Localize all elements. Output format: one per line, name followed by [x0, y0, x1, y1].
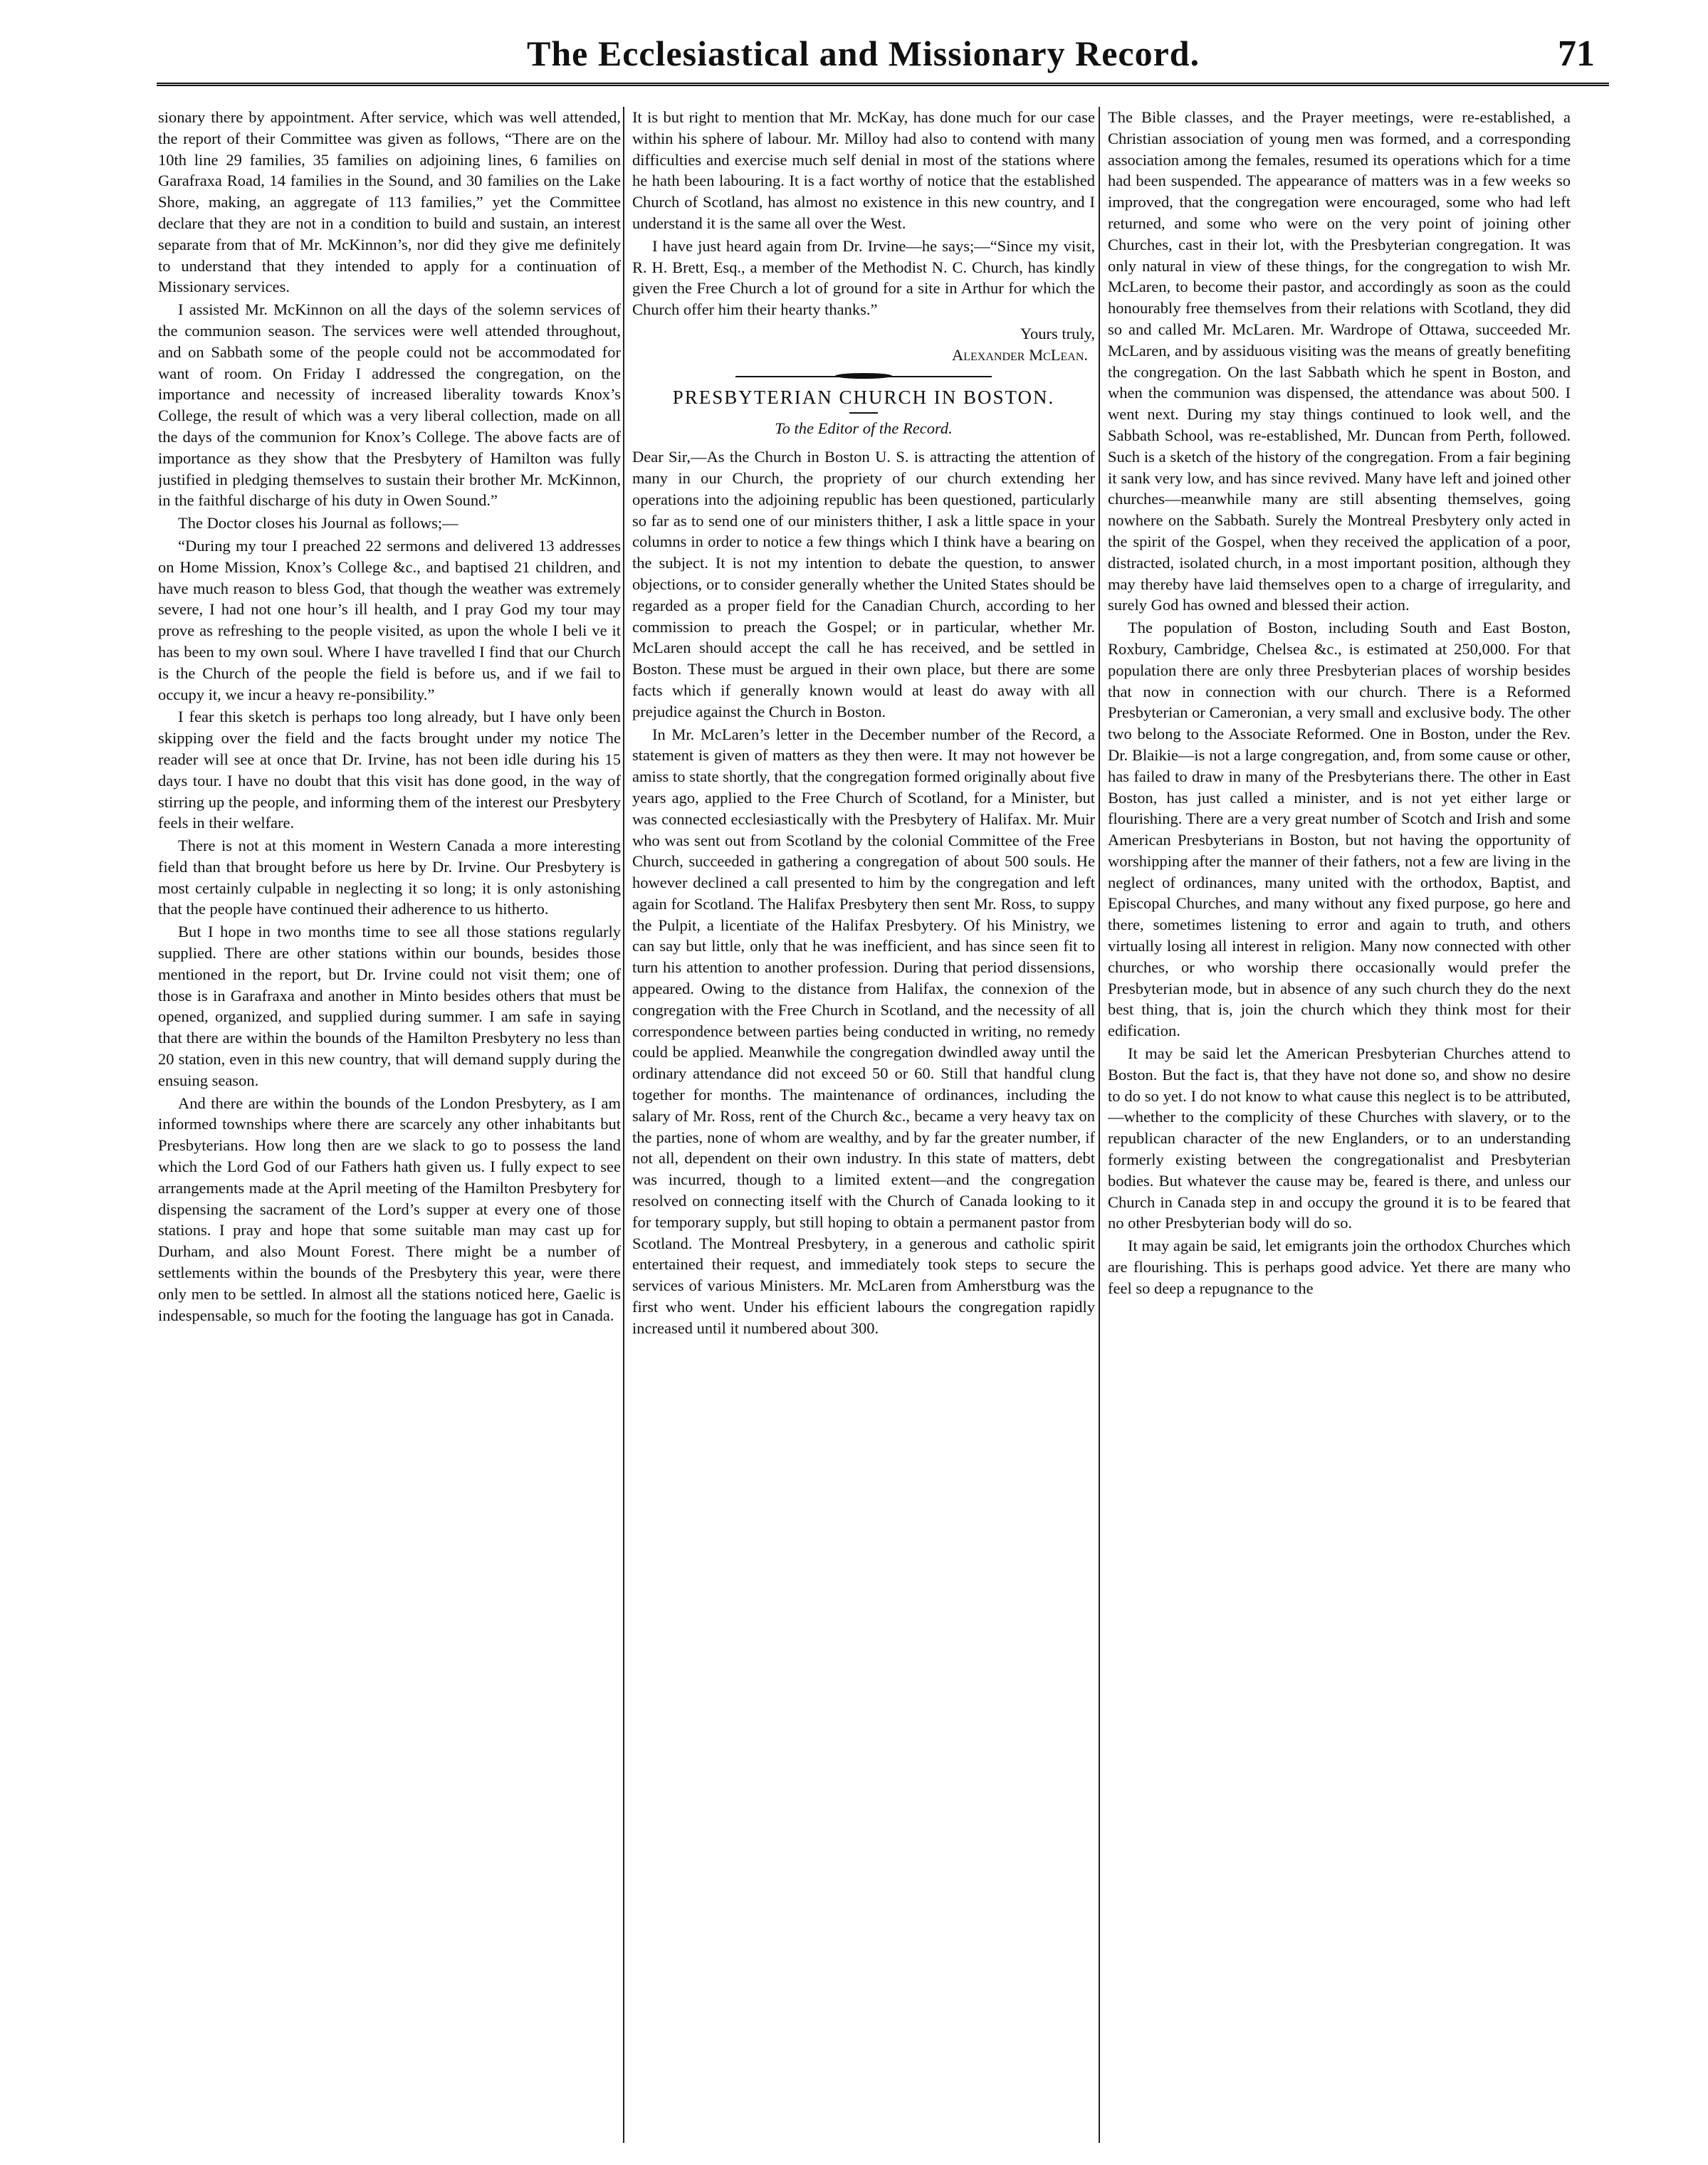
column-3	[1108, 107, 1571, 2143]
paragraph: It may again be said, let emigrants join the orthodox Churches which are flourishing. This is perhaps good advice. Yet there are many who feel so deep a repugnance to the	[1108, 1237, 1571, 1297]
paragraph: sionary there by appointment. After service, which was well attended, the report of their Committee was given as follows, “There are on the 10th line 29 families, 35 families on adjoining lines, 6 families on Garafraxa Road, 14 families in the Sound, and 30 families on the Lake Shore, making, an aggregate of 113 families,” yet the Committee declare that they are not in a condition to build and sustain, an interest separate from that of Mr. McKinnon’s, nor did they give me definitely to understand that they intended to apply for a continuation of Missionary services.	[158, 108, 621, 296]
title-rule	[849, 412, 878, 414]
column-separator	[623, 107, 624, 2143]
page-number: 71	[1558, 33, 1595, 74]
paragraph: But I hope in two months time to see all those stations regularly supplied. There are other stations within our bounds, besides those mentioned in the report, but Dr. Irvine could not visit them; one of those is in Garafraxa and another in Minto besides others that must be opened, organized, and supplied during summer. I am safe in saying that there are within the bounds of the Hamilton Presbytery no less than 20 station, even in this new country, that will demand supply during the ensuing season.	[158, 923, 621, 1089]
paragraph: There is not at this moment in Western Canada a more interesting field than that brought before us here by Dr. Irvine. Our Presbytery is most certainly culpable in neglecting it so long; it is only astonishing that the people have continued their adherence to us hitherto.	[158, 837, 621, 918]
paragraph: “During my tour I preached 22 sermons and delivered 13 addresses on Home Mission, Knox’s College &c., and baptised 21 children, and have much reason to bless God, that though the weather was extremely severe, I had not one hour’s ill health, and I pray God my tour may prove as refreshing to the people visited, as upon the whole I beli ve it has been to my own soul. Where I have travelled I find that our Church is the Church of the people the field is before us, and if we fail to occupy it, we incur a heavy re-ponsibility.”	[158, 536, 621, 703]
article-title: PRESBYTERIAN CHURCH IN BOSTON.	[672, 386, 1055, 408]
paragraph: The Bible classes, and the Prayer meetings, were re-established, a Christian association of young men was formed, and a corresponding association among the females, resumed its operations which for a time had been suspended. The appearance of matters was in a few weeks so improved, that the congregation were encouraged, some who had left returned, and some who were on the very point of joining other Churches, cast in their lot, with the Presbyterian congregation. It was only natural in view of these things, for the congregation to wish Mr. McLaren, to become their pastor, and accordingly as soon as the could honourably free themselves from their relations with Scotland, they did so and called Mr. McLaren. Mr. Wardrope of Ottawa, succeeded Mr. McLaren, and by assiduous visiting was the means of greatly benefiting the congregation. On the last Sabbath which he spent in Boston, and when the communion was dispensed, the attendance was about 500. I went next. During my stay things continued to look well, and the Sabbath School, was re-established, Mr. Duncan from Perth, followed. Such is a sketch of the history of the congregation. From a fair begining it sank very low, and has since revived. Many have left and joined other churches—meanwhile many are still absenting themselves, going nowhere on the Sabbath. Surely the Montreal Presbytery only acted in the spirit of the Gospel, when they received the application of a poor, distracted, isolated church, in a most important position, although they may thereby have laid themselves open to a charge of irregularity, and surely God has owned and blessed their action.	[1108, 108, 1571, 614]
publication-title: The Ecclesiastical and Missionary Record.	[527, 33, 1200, 73]
column-2	[632, 107, 1095, 2143]
letter-signature: Alexander McLean.	[951, 345, 1088, 364]
column-1	[158, 107, 621, 2143]
paragraph: In Mr. McLaren’s letter in the December number of the Record, a statement is given of matters as they then were. It may not however be amiss to state shortly, that the congregation formed originally about five years ago, applied to the Free Church of Scotland, for a Minister, but was connected ecclesiastically with the Presbytery of Halifax. Mr. Muir who was sent out from Scotland by the colonial Committee of the Free Church, succeeded in gathering a congregation of about 500 souls. He however declined a call presented to him by the congregation and left again for Scotland. The Halifax Presbytery then sent Mr. Ross, to suppy the Pulpit, a licentiate of the Halifax Presbytery. Of his Ministry, we can say but little, only that he was inefficient, and has since seen fit to turn his attention to another profession. During that period dissensions, appeared. Owing to the distance from Halifax, the connexion of the congregation with the Free Church in Scotland, and the necessity of all correspondence between parties being conducted in writing, no remedy could be applied. Meanwhile the congregation dwindled away until the ordinary attendance did not exceed 50 or 60. Still that handful clung together for months. The maintenance of ordinances, including the salary of Mr. Ross, rent of the Church &c., became a very heavy tax on the parties, none of whom are wealthy, and by far the greater number, if not all, dependent on their own industry. In this state of matters, debt was incurred, though to a limited extent—and the congregation resolved on connecting itself with the Church of Canada looking to it for temporary supply, but still hoping to obtain a permanent pastor from Scotland. The Montreal Presbytery, in a generous and catholic spirit entertained their request, and immediately took steps to secure the services of various Ministers. Mr. McLaren from Amherstburg was the first who went. Under his efficient labours the congregation rapidly increased until it numbered about 300.	[632, 725, 1095, 1337]
column-separator	[1099, 107, 1100, 2143]
paragraph: The population of Boston, including South and East Boston, Roxbury, Cambridge, Chelsea &c., is estimated at 250,000. For that population there are only three Presbyterian places of worship besides that now in connection with our church. There is a Reformed Presbyterian or Cameronian, a very small and exclusive body. The other two belong to the Associate Reformed. One in Boston, under the Rev. Dr. Blaikie—is not a large congregation, and, from some cause or other, has failed to draw in many of the Presbyterians there. The other in East Boston, has just called a minister, and is not yet either large or flourishing. There are a very great number of Scotch and Irish and some American Presbyterians in Boston, but not having the opportunity of worshipping after the manner of their fathers, not a few are living in the neglect of ordinances, many united with the orthodox, Baptist, and Episcopal Churches, and many without any fixed purpose, go here and there, sometimes listening to error and again to truth, and others virtually losing all interest in religion. Many now connected with other churches, or who worship there occasionally would prefer the Presbyterian mode, but in absence of any such church they do the next best thing, that is, join the church which they think most for their edification.	[1108, 619, 1571, 1040]
paragraph: Dear Sir,—As the Church in Boston U. S. is attracting the attention of many in our Church, the propriety of our church extending her operations into the adjoining republic has been questioned, particularly so far as to send one of our ministers thither, I ask a little space in your columns in order to notice a few things which I think have a bearing on the subject. It is not my intention to debate the question, to answer objections, or to consider generally whether the United States should be regarded as a proper field for the Canadian Church, according to her commission to preach the Gospel; or in particular, whether Mr. McLaren should accept the call he has received, and be settled in Boston. These must be argued in their own place, but there are some facts which if generally known would at least do away with all prejudice against the Church in Boston.	[632, 448, 1095, 720]
paragraph: The Doctor closes his Journal as follows;—	[178, 514, 459, 533]
paragraph: It is but right to mention that Mr. McKay, has done much for our case within his sphere of labour. Mr. Milloy had also to contend with many difficulties and exercise much self denial in most of the stations where he hath been labouring. It is a fact worthy of notice that the established Church of Scotland, has almost no existence in this new country, and I understand it is the same all over the West.	[632, 108, 1095, 232]
masthead	[157, 28, 1609, 85]
masthead-rule	[157, 83, 1609, 86]
paragraph: I have just heard again from Dr. Irvine—he says;—“Since my visit, R. H. Brett, Esq., a member of the Methodist N. C. Church, has kindly given the Free Church a lot of ground for a site in Arthur for which the Church offer him their hearty thanks.”	[632, 236, 1095, 319]
paragraph: I assisted Mr. McKinnon on all the days of the solemn services of the communion season. The services were well attended throughout, and on Sabbath some of the people could not be accommodated for want of room. On Friday I addressed the congregation, on the importance and necessity of increased liberality towards Knox’s College, the result of which was a very liberal collection, made on all the days of the communion for Knox’s College. The above facts are of importance as they show that the Presbytery of Hamilton was fully justified in pledging themselves to sustain their brother Mr. McKinnon, in the faithful discharge of his duty in Owen Sound.”	[158, 300, 621, 510]
article-addressee: To the Editor of the Record.	[775, 419, 953, 438]
letter-signoff: Yours truly,	[1020, 324, 1095, 342]
paragraph: And there are within the bounds of the London Presbytery, as I am informed townships where there are scarcely any other inhabitants but Presbyterians. How long then are we slack to go to possess the land which the Lord God of our Fathers hath given us. I fully expect to see arrangements made at the April meeting of the Hamilton Presbytery for dispensing the sacrament of the Lord’s supper at every one of those stations. I pray and hope that some suitable man may cast up for Durham, and also Mount Forest. There might be a number of settlements within the bounds of the Presbytery this year, were there only men to be settled. In almost all the stations noticed here, Gaelic is indespensable, so much for the footing the language has got in Canada.	[158, 1094, 621, 1324]
ornamental-divider	[735, 373, 992, 380]
paragraph: It may be said let the American Presbyterian Churches attend to Boston. But the fact is, that they have not done so, and show no desire to do so yet. I do not know to what cause this neglect is to be attributed,—whether to the complicity of these Churches with slavery, or to the republican character of the new Englanders, or to an understanding formerly existing between the congregationalist and Presbyterian bodies. But whatever the cause may be, feared is there, and unless our Church in Canada step in and occupy the ground it is to be feared that no other Presbyterian body will do so.	[1108, 1044, 1571, 1232]
paragraph: I fear this sketch is perhaps too long already, but I have only been skipping over the field and the facts brought under my notice The reader will see at once that Dr. Irvine, has not been idle during his 15 days tour. I have no doubt that this visit has done good, in the way of stirring up the people, and informing them of the interest our Presbytery feels in their welfare.	[158, 708, 621, 832]
